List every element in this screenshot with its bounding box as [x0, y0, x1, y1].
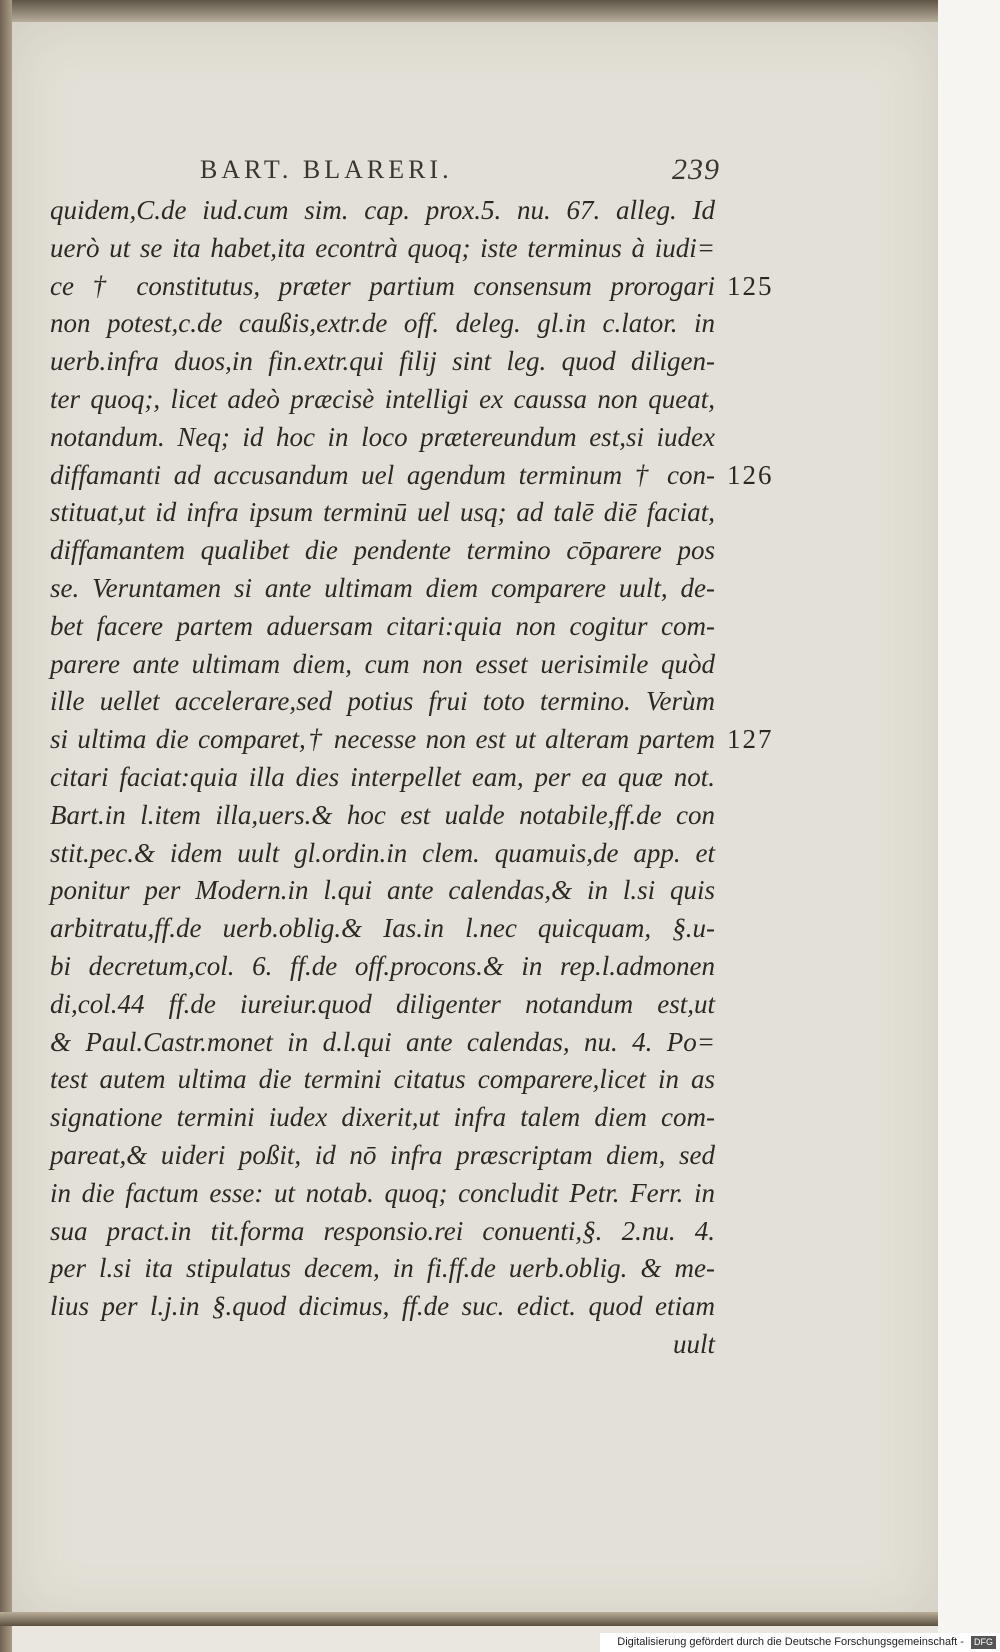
text-line: parere ante ultimam diem, cum non esset uerisimile quòd — [50, 648, 715, 679]
text-line: citari faciat:quia illa dies interpellet eam, per ea quæ not. — [50, 761, 715, 792]
text-line: si ultima die comparet,† necesse non est ut alteram partem — [50, 724, 715, 755]
text-line: lius per l.j.in §.quod dicimus, ff.de suc. edict. quod etiam — [50, 1291, 715, 1322]
text-line: in die factum esse: ut notab. quoq; concludit Petr. Ferr. in — [50, 1177, 715, 1208]
text-line: sua pract.in tit.forma responsio.rei conuenti,§. 2.nu. 4. — [50, 1215, 715, 1246]
text-line: pareat,& uideri poßit, id nō infra præscriptam diem, sed — [50, 1139, 715, 1170]
text-line: diffamantem qualibet die pendente termino cōparere pos — [50, 535, 715, 566]
text-line: notandum. Neq; id hoc in loco prætereundum est,si iudex — [50, 421, 715, 452]
text-line: bet facere partem aduersam citari:quia non cogitur com- — [50, 610, 715, 641]
body-text — [50, 192, 715, 1364]
text-line: & Paul.Castr.monet in d.l.qui ante calendas, nu. 4. Po= — [50, 1026, 715, 1057]
text-line: ce † constitutus, præter partium consensum prorogari — [50, 270, 715, 301]
margin-number: 125 — [727, 270, 774, 301]
text-line: se. Veruntamen si ante ultimam diem comparere uult, de- — [50, 572, 715, 603]
text-line: ille uellet accelerare,sed potius frui toto termino. Verùm — [50, 686, 715, 717]
text-line: uerò ut se ita habet,ita econtrà quoq; iste terminus à iudi= — [50, 232, 715, 263]
scan-left-edge — [0, 0, 12, 1652]
text-line: uult — [672, 1328, 715, 1359]
text-line: stit.pec.& idem uult gl.ordin.in clem. quamuis,de app. et — [50, 837, 715, 868]
text-line: diffamanti ad accusandum uel agendum terminum † con- — [50, 459, 715, 490]
scan-bottom-edge — [0, 1612, 938, 1626]
text-line: non potest,c.de caußis,extr.de off. deleg. gl.in c.lator. in — [50, 308, 715, 339]
scan-top-edge — [0, 0, 1000, 22]
footer-credit — [600, 1633, 1000, 1652]
scan-right-margin — [938, 0, 1000, 1652]
text-line: test autem ultima die termini citatus comparere,licet in as — [50, 1064, 715, 1095]
running-title: BART. BLARERI. — [200, 155, 453, 184]
text-line: per l.si ita stipulatus decem, in fi.ff.de uerb.oblig. & me- — [50, 1253, 715, 1284]
text-line: bi decretum,col. 6. ff.de off.procons.& in rep.l.admonen — [50, 950, 715, 981]
text-line: di,col.44 ff.de iureiur.quod diligenter notandum est,ut — [50, 988, 715, 1019]
text-line: ponitur per Modern.in l.qui ante calendas,& in l.si quis — [50, 875, 715, 906]
text-line: ter quoq;, licet adeò præcisè intelligi ex caussa non queat, — [50, 383, 715, 414]
margin-number: 127 — [727, 724, 774, 755]
text-line: stituat,ut id infra ipsum terminū uel usq; ad talē diē faciat, — [50, 497, 715, 528]
footer-text: Digitalisierung gefördert durch die Deutsche Forschungsgemeinschaft - — [617, 1636, 964, 1648]
dfg-logo: DFG — [971, 1636, 996, 1649]
text-line: arbitratu,ff.de uerb.oblig.& Ias.in l.nec quicquam, §.u- — [50, 913, 715, 944]
text-line: uerb.infra duos,in fin.extr.qui filij sint leg. quod diligen- — [50, 346, 715, 377]
text-line: Bart.in l.item illa,uers.& hoc est ualde notabile,ff.de con — [50, 799, 715, 830]
text-line: quidem,C.de iud.cum sim. cap. prox.5. nu. 67. alleg. Id — [50, 195, 715, 225]
margin-number: 126 — [727, 459, 774, 490]
page-number: 239 — [672, 153, 720, 186]
text-line: signatione termini iudex dixerit,ut infra talem diem com- — [50, 1102, 715, 1133]
running-head — [200, 150, 720, 190]
